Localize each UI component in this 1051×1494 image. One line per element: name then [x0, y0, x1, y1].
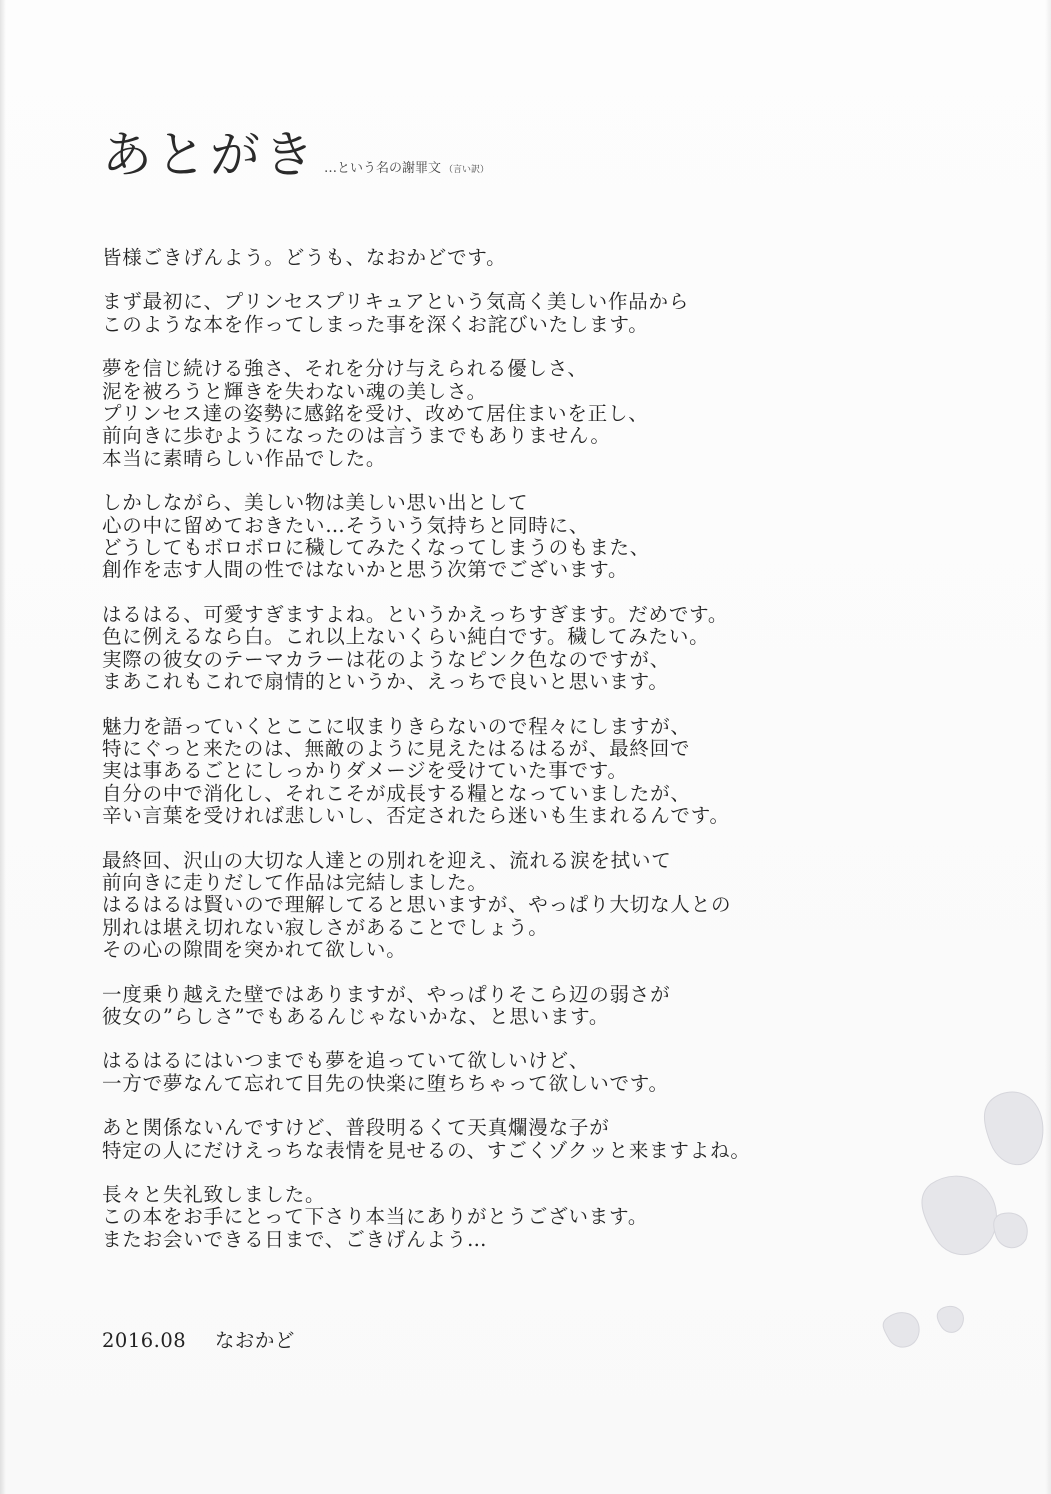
- text-line: 実は事あるごとにしっかりダメージを受けていた事です。: [102, 759, 628, 783]
- text-line: 本当に素晴らしい作品でした。: [102, 446, 387, 470]
- text-line: まあこれもこれで扇情的というか、えっちで良いと思います。: [102, 670, 669, 694]
- text-line: 別れは堪え切れない寂しさがあることでしょう。: [102, 915, 549, 939]
- paragraph-gap: [102, 269, 802, 291]
- petal-shape: [984, 1092, 1042, 1165]
- paragraph: [102, 1050, 802, 1095]
- page-subtitle: …という名の謝罪文: [324, 161, 442, 176]
- paragraph-gap: [102, 470, 802, 492]
- text-line: あと関係ないんですけど、普段明るくて天真爛漫な子が: [102, 1116, 610, 1140]
- text-line: 魅力を語っていくとここに収まりきらないので程々にしますが、: [102, 714, 691, 738]
- text-line: 実際の彼女のテーマカラーは花のようなピンク色なのですが、: [102, 647, 671, 671]
- paragraph: [102, 850, 802, 962]
- text-line: 最終回、沢山の大切な人達との別れを迎え、流れる涙を拭いて: [102, 848, 672, 872]
- paragraph: [102, 1184, 802, 1251]
- text-line: 彼女の”らしさ”でもあるんじゃないかな、と思います。: [102, 1004, 610, 1028]
- paragraph: [102, 604, 802, 694]
- paragraph: [102, 492, 802, 582]
- text-line: はるはる、可愛すぎますよね。というかえっちすぎます。だめです。: [102, 602, 729, 626]
- text-line: はるはるは賢いので理解してると思いますが、やっぱり大切な人との: [102, 893, 732, 917]
- paragraph-gap: [102, 1095, 802, 1117]
- signature-author: なおかど: [214, 1329, 295, 1352]
- paragraph: [102, 984, 802, 1029]
- text-line: はるはるにはいつまでも夢を追っていて欲しいけど、: [102, 1049, 590, 1073]
- text-line: 夢を信じ続ける強さ、それを分け与えられる優しさ、: [102, 357, 588, 381]
- text-line: 色に例えるなら白。これ以上ないくらい純白です。穢してみたい。: [102, 625, 710, 649]
- paragraph-gap: [102, 336, 802, 358]
- text-line: 一度乗り越えた壁ではありますが、やっぱりそこら辺の弱さが: [102, 982, 671, 1006]
- petal-shape: [883, 1313, 919, 1347]
- text-line: 辛い言葉を受ければ悲しいし、否定されたら迷いも生まれるんです。: [102, 804, 730, 828]
- text-line: 一方で夢なんて忘れて目先の快楽に堕ちちゃって欲しいです。: [102, 1071, 669, 1095]
- text-line: プリンセス達の姿勢に感銘を受け、改めて居住まいを正し、: [102, 402, 649, 426]
- text-line: 自分の中で消化し、それこそが成長する糧となっていましたが、: [102, 781, 691, 805]
- text-line: どうしてもボロボロに穢してみたくなってしまうのもまた、: [102, 536, 651, 560]
- paragraph-gap: [102, 694, 802, 716]
- text-line: まず最初に、プリンセスプリキュアという気高く美しい作品から: [102, 290, 690, 314]
- page-title: あとがき: [102, 126, 318, 184]
- text-line: 特にぐっと来たのは、無敵のように見えたはるはるが、最終回で: [102, 736, 691, 760]
- text-line: 皆様ごきげんよう。どうも、なおかどです。: [102, 246, 507, 269]
- text-line: またお会いできる日まで、ごきげんよう…: [102, 1227, 488, 1251]
- paragraph-gap: [102, 582, 802, 604]
- paragraph: [102, 1117, 802, 1162]
- petal-shape: [922, 1176, 996, 1254]
- paragraph: [102, 358, 802, 470]
- paragraph: [102, 291, 802, 336]
- heading: [102, 126, 490, 184]
- text-line: このような本を作ってしまった事を深くお詫びいたします。: [102, 312, 649, 336]
- text-line: 特定の人にだけえっちな表情を見せるの、すごくゾクッと来ますよね。: [102, 1138, 751, 1162]
- paragraph-gap: [102, 828, 802, 850]
- text-line: 創作を志す人間の性ではないかと思う次第でございます。: [102, 558, 629, 582]
- petal-shape: [937, 1306, 963, 1332]
- text-line: しかしながら、美しい物は美しい思い出として: [102, 491, 529, 515]
- paragraph-gap: [102, 1028, 802, 1050]
- text-line: この本をお手にとって下さり本当にありがとうございます。: [102, 1205, 649, 1229]
- text-line: その心の隙間を突かれて欲しい。: [102, 938, 407, 962]
- scan-edge-left: [0, 0, 6, 1494]
- petal-shape: [994, 1213, 1028, 1248]
- text-line: 泥を被ろうと輝きを失わない魂の美しさ。: [102, 379, 487, 403]
- signature-date: 2016.08: [102, 1329, 187, 1352]
- text-line: 心の中に留めておきたい…そういう気持ちと同時に、: [102, 513, 590, 537]
- text-line: 前向きに走りだして作品は完結しました。: [102, 870, 488, 894]
- paragraph-gap: [102, 962, 802, 984]
- signature: [102, 1325, 295, 1353]
- petal-decoration-icon: [881, 1074, 1051, 1414]
- page-subtitle-note: （言い訳）: [444, 165, 490, 175]
- text-line: 前向きに歩むようになったのは言うまでもありません。: [102, 424, 611, 448]
- afterword-body: [102, 247, 802, 1251]
- paragraph-gap: [102, 1162, 802, 1184]
- paragraph: [102, 247, 802, 269]
- paragraph: [102, 716, 802, 828]
- text-line: 長々と失礼致しました。: [102, 1183, 326, 1206]
